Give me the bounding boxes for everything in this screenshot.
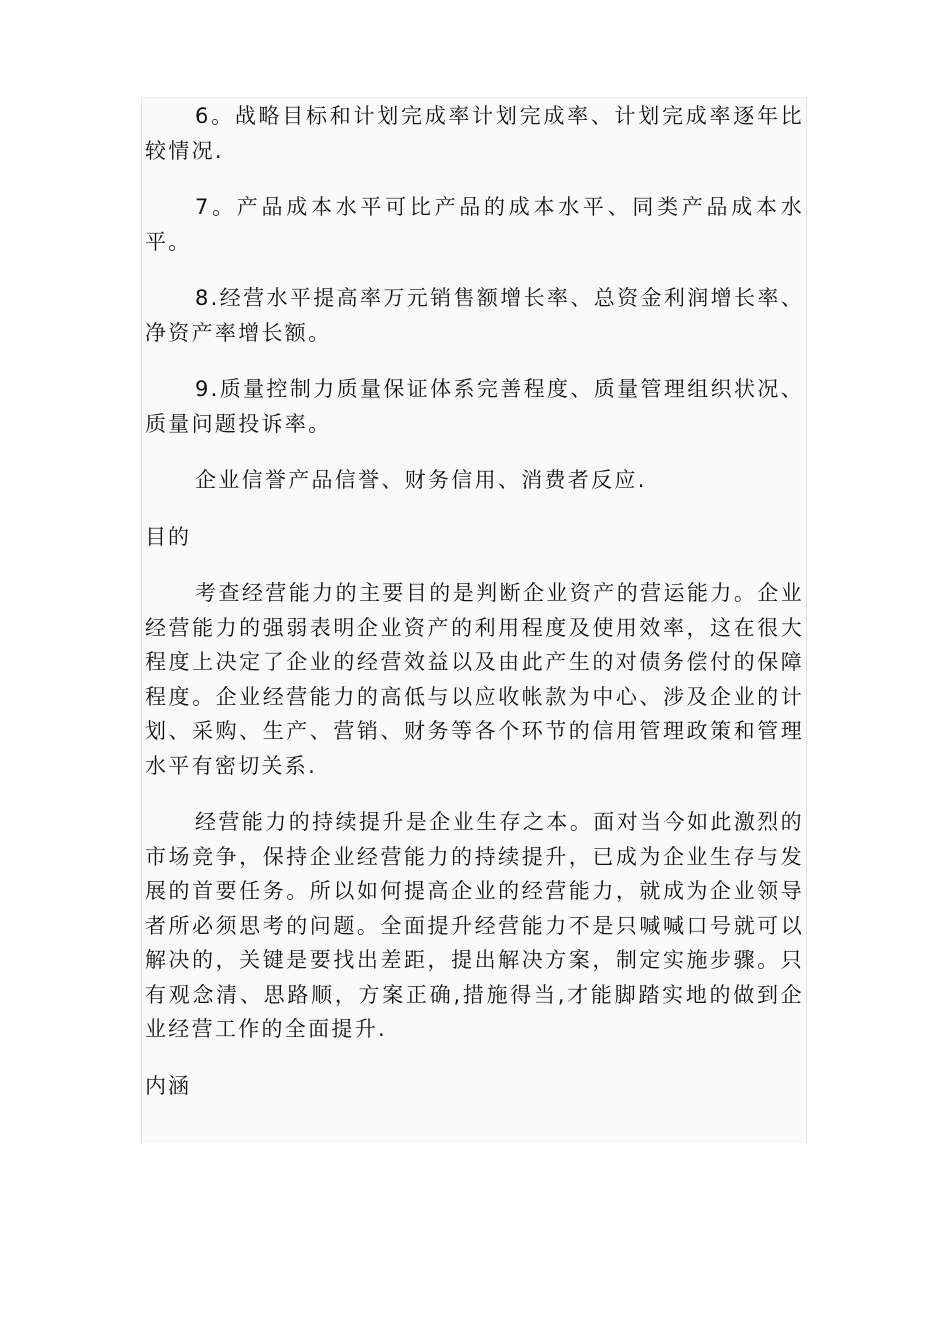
paragraph-enterprise-reputation: 企业信誉产品信誉、财务信用、消费者反应.	[195, 468, 647, 492]
paragraph-product-cost: 7。产品成本水平可比产品的成本水平、同类产品成本水平。	[145, 195, 804, 254]
paragraph-operating-level: 8.经营水平提高率万元销售额增长率、总资金利润增长率、净资产率增长额。	[145, 286, 804, 345]
paragraph-purpose-body: 考查经营能力的主要目的是判断企业资产的营运能力。企业经营能力的强弱表明企业资产的利用程度及使用效率，这在很大程度上决定了企业的经营效益以及由此产生的对债务偿付的保障程度。企业经营能力的高低与以应收帐款为中心、涉及企业的计划、采购、生产、营销、财务等各个环节的信用管理政策和管理水平有密切关系.	[145, 581, 804, 778]
section-heading-purpose: 目的	[145, 524, 191, 549]
paragraph-continuous-improvement: 经营能力的持续提升是企业生存之本。面对当今如此激烈的市场竞争，保持企业经营能力的持续提升，已成为企业生存与发展的首要任务。所以如何提高企业的经营能力，就成为企业领导者所必须思考的问题。全面提升经营能力不是只喊喊口号就可以解决的，关键是要找出差距，提出解决方案，制定实施步骤。只有观念清、思路顺，方案正确,措施得当,才能脚踏实地的做到企业经营工作的全面提升.	[145, 810, 804, 1041]
paragraph-strategy-targets: 6。战略目标和计划完成率计划完成率、计划完成率逐年比较情况.	[145, 104, 804, 163]
document-page	[141, 97, 807, 1143]
section-heading-connotation: 内涵	[145, 1073, 191, 1098]
paragraph-quality-control: 9.质量控制力质量保证体系完善程度、质量管理组织状况、质量问题投诉率。	[145, 377, 804, 436]
